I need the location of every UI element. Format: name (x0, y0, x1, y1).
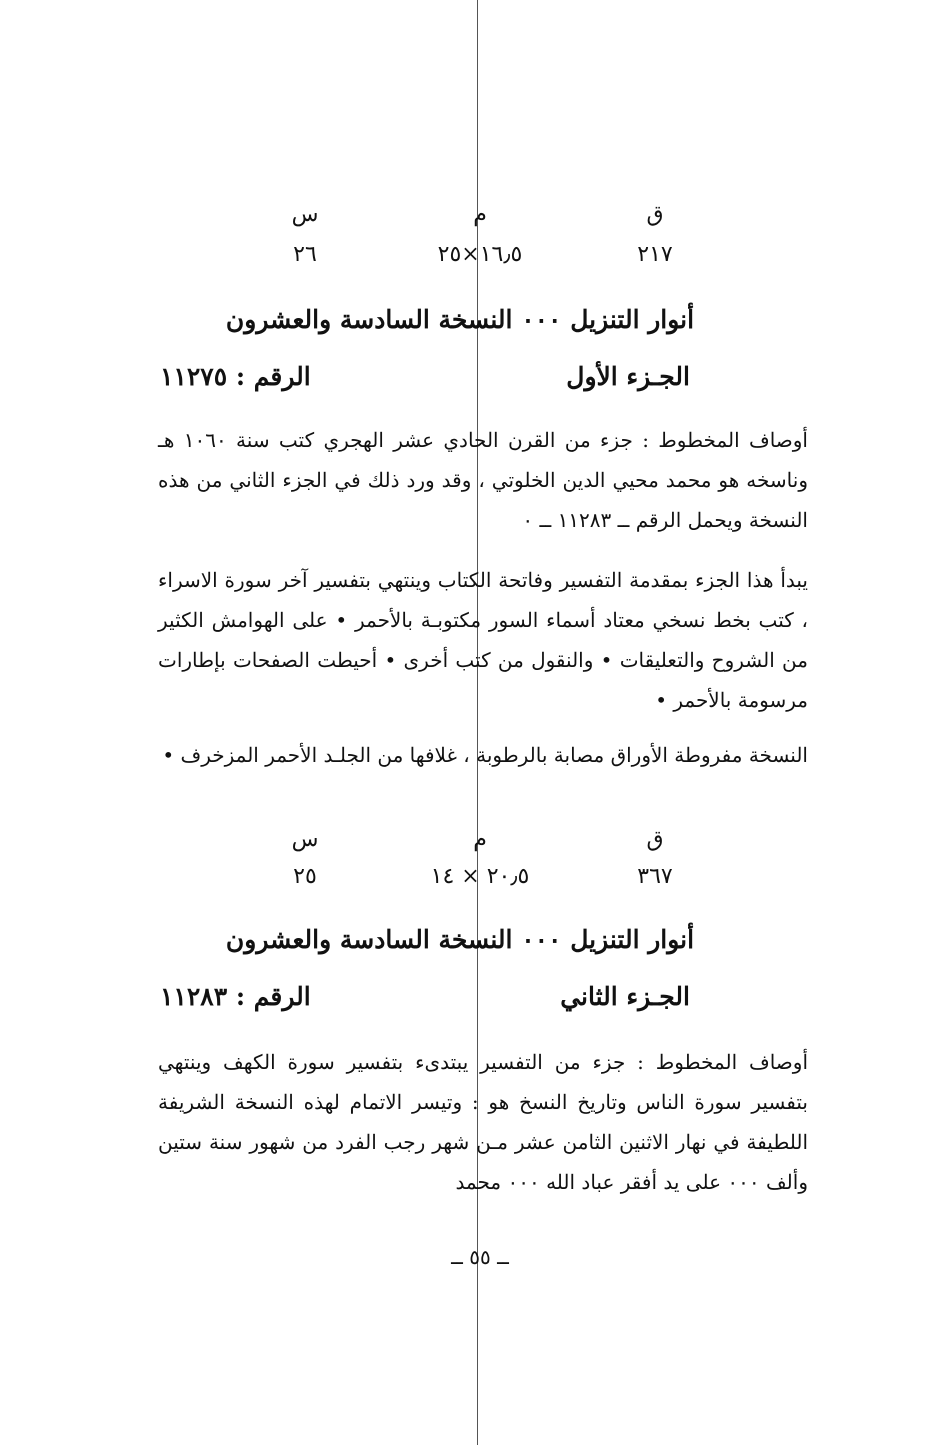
part-label: الجـزء الأول (566, 362, 690, 391)
leaves-value: ٢١٧ (637, 242, 673, 267)
section-title: أنوار التنزيل ٠٠٠ النسخة السادسة والعشرون (225, 305, 695, 334)
part-row (160, 362, 760, 391)
leaves-header: ق (646, 202, 664, 227)
lines-header: س (291, 827, 319, 852)
size-header: م (473, 202, 487, 227)
size-value: ١٦٫٥×٢٥ (437, 242, 523, 267)
section-title: أنوار التنزيل ٠٠٠ النسخة السادسة والعشرون (225, 925, 695, 954)
catalog-number: الرقم : ١١٢٧٥ (160, 362, 311, 391)
part-row (160, 982, 760, 1011)
catalog-number: الرقم : ١١٢٨٣ (160, 982, 311, 1011)
size-header: م (473, 827, 487, 852)
description-paragraph: يبدأ هذا الجزء بمقدمة التفسير وفاتحة الكتاب وينتهي بتفسير آخر سورة الاسراء ، كتب بخط نسخي معتاد أسماء السور مكتوبـة بالأحمر • على الهوامش الكثير من الشروح والتعليقات • والنقول من كتب أخرى • أحيطت الصفحات بإطارات مرسومة بالأحمر • (158, 568, 808, 712)
description-paragraph: النسخة مفروطة الأوراق مصابة بالرطوبة ، غلافها من الجلـد الأحمر المزخرف • (162, 743, 808, 767)
description-paragraph: أوصاف المخطوط : جزء من القرن الحادي عشر الهجري كتب سنة ١٠٦٠ هـ وناسخه هو محمد محيي الدين الخلوتي ، وقد ورد ذلك في الجزء الثاني من هذه النسخة ويحمل الرقم ــ ١١٢٨٣ ــ ٠ (158, 428, 808, 532)
part-label: الجـزء الثاني (560, 982, 690, 1011)
leaves-header: ق (646, 827, 664, 852)
size-value: ٢٠٫٥ × ١٤ (430, 864, 530, 889)
dimensions-value-row (220, 862, 740, 892)
description-paragraph: أوصاف المخطوط : جزء من التفسير يبتدىء بتفسير سورة الكهف وينتهي بتفسير سورة الناس وتاريخ النسخ هو : وتيسر الاتمام لهذه النسخة الشريفة اللطيفة في نهار الاثنين الثامن عشر مـن شهر رجب الفرد من شهور سنة ستين وألف ٠٠٠ على يد أفقر عباد الله ٠٠٠ محمد (158, 1050, 808, 1194)
lines-value: ٢٦ (293, 242, 317, 267)
dimensions-header-row (220, 825, 740, 855)
lines-value: ٢٥ (293, 864, 317, 889)
lines-header: س (291, 202, 319, 227)
page-number: ــ ٥٥ ــ (451, 1245, 509, 1269)
dimensions-value-row (220, 240, 740, 270)
dimensions-header-row (220, 200, 740, 230)
leaves-value: ٣٦٧ (637, 864, 673, 889)
